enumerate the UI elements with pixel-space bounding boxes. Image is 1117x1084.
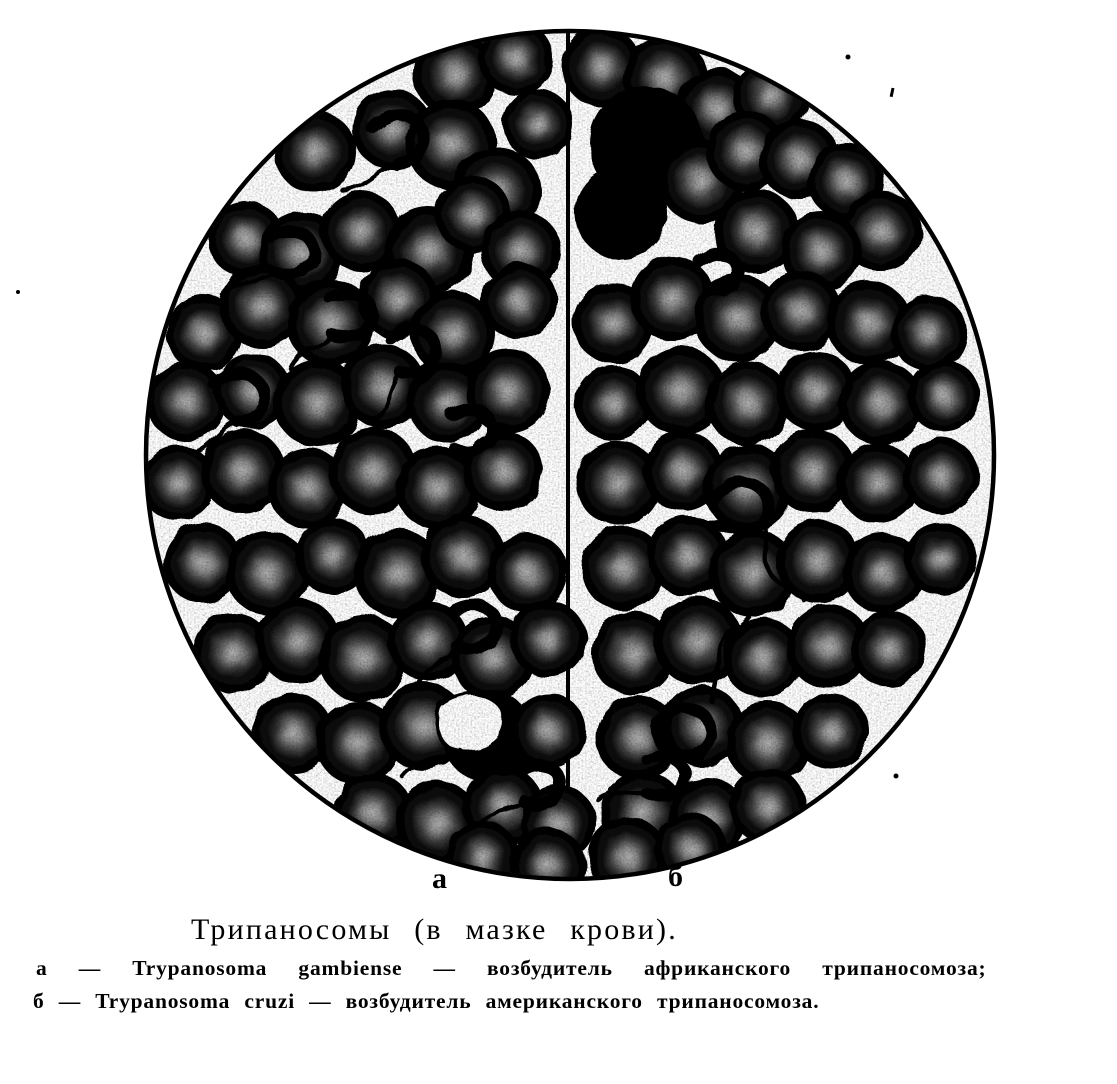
figure-caption: Трипаносомы (в мазке крови). [191,913,678,946]
panel-label-b: б [668,860,683,893]
panel-label-a: а [432,862,447,895]
legend-line-gambiense: а — Trypanosoma gambiense — возбудитель африканского трипаносомоза; [36,956,987,980]
legend-line-cruzi: б — Trypanosoma cruzi — возбудитель американского трипаносомоза. [33,989,820,1013]
